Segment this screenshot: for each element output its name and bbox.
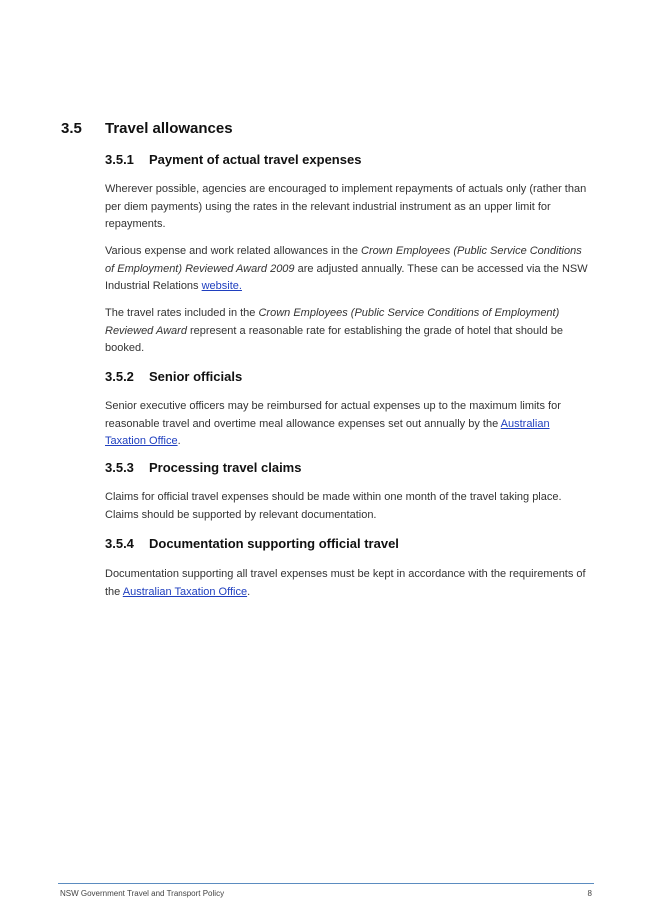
subsection-heading-3-5-3 [105,460,301,475]
section-title: Travel allowances [105,120,233,137]
paragraph-travel-rates: The travel rates included in the Crown Employees (Public Service Conditions of Employment) Reviewed Award represent a reasonable rate for establishing the grade of hotel that should be booked. [105,307,564,354]
subsection-title: Documentation supporting official travel [149,536,399,551]
subsection-number: 3.5.1 [105,152,134,167]
paragraph-allowances: Various expense and work related allowances in the Crown Employees (Public Service Conditions of Employment) Reviewed Award 2009 are adjusted annually. These can be accessed via the NSW Industrial Relations website. [105,245,588,292]
subsection-title: Payment of actual travel expenses [149,152,362,167]
footer-title: NSW Government Travel and Transport Policy [60,889,225,898]
section-heading [61,120,233,137]
website-link[interactable]: website. [201,280,242,292]
footer-divider [58,883,594,884]
award-title: Crown Employees (Public Service Conditions of Employment) Reviewed Award 2009 [105,245,582,275]
subsection-title: Senior officials [149,369,243,384]
paragraph-claims: Claims for official travel expenses should be made within one month of the travel taking place. Claims should be supported by relevant documentation. [105,491,562,521]
paragraph-actuals: Wherever possible, agencies are encouraged to implement repayments of actuals only (rather than per diem payments) using the rates in the relevant industrial instrument as an upper limit for repayments. [105,183,587,230]
subsection-number: 3.5.2 [105,369,134,384]
page-number: 8 [587,889,592,898]
subsection-number: 3.5.3 [105,460,134,475]
subsection-title: Processing travel claims [149,460,302,475]
subsection-heading-3-5-4 [105,536,399,551]
subsection-number: 3.5.4 [105,536,134,551]
paragraph-documentation: Documentation supporting all travel expenses must be kept in accordance with the requirements of the Australian Taxation Office. [105,568,586,598]
paragraph-senior-officials: Senior executive officers may be reimbursed for actual expenses up to the maximum limits for reasonable travel and overtime meal allowance expenses set out annually by the Australian Taxation Office. [105,400,561,447]
ato-link[interactable]: Australian Taxation Office [105,417,550,447]
subsection-heading-3-5-1 [105,152,361,167]
award-title: Crown Employees (Public Service Conditions of Employment) Reviewed Award [105,307,560,337]
section-number: 3.5 [61,120,82,137]
subsection-heading-3-5-2 [105,369,242,384]
ato-link[interactable]: Australian Taxation Office [122,585,248,598]
